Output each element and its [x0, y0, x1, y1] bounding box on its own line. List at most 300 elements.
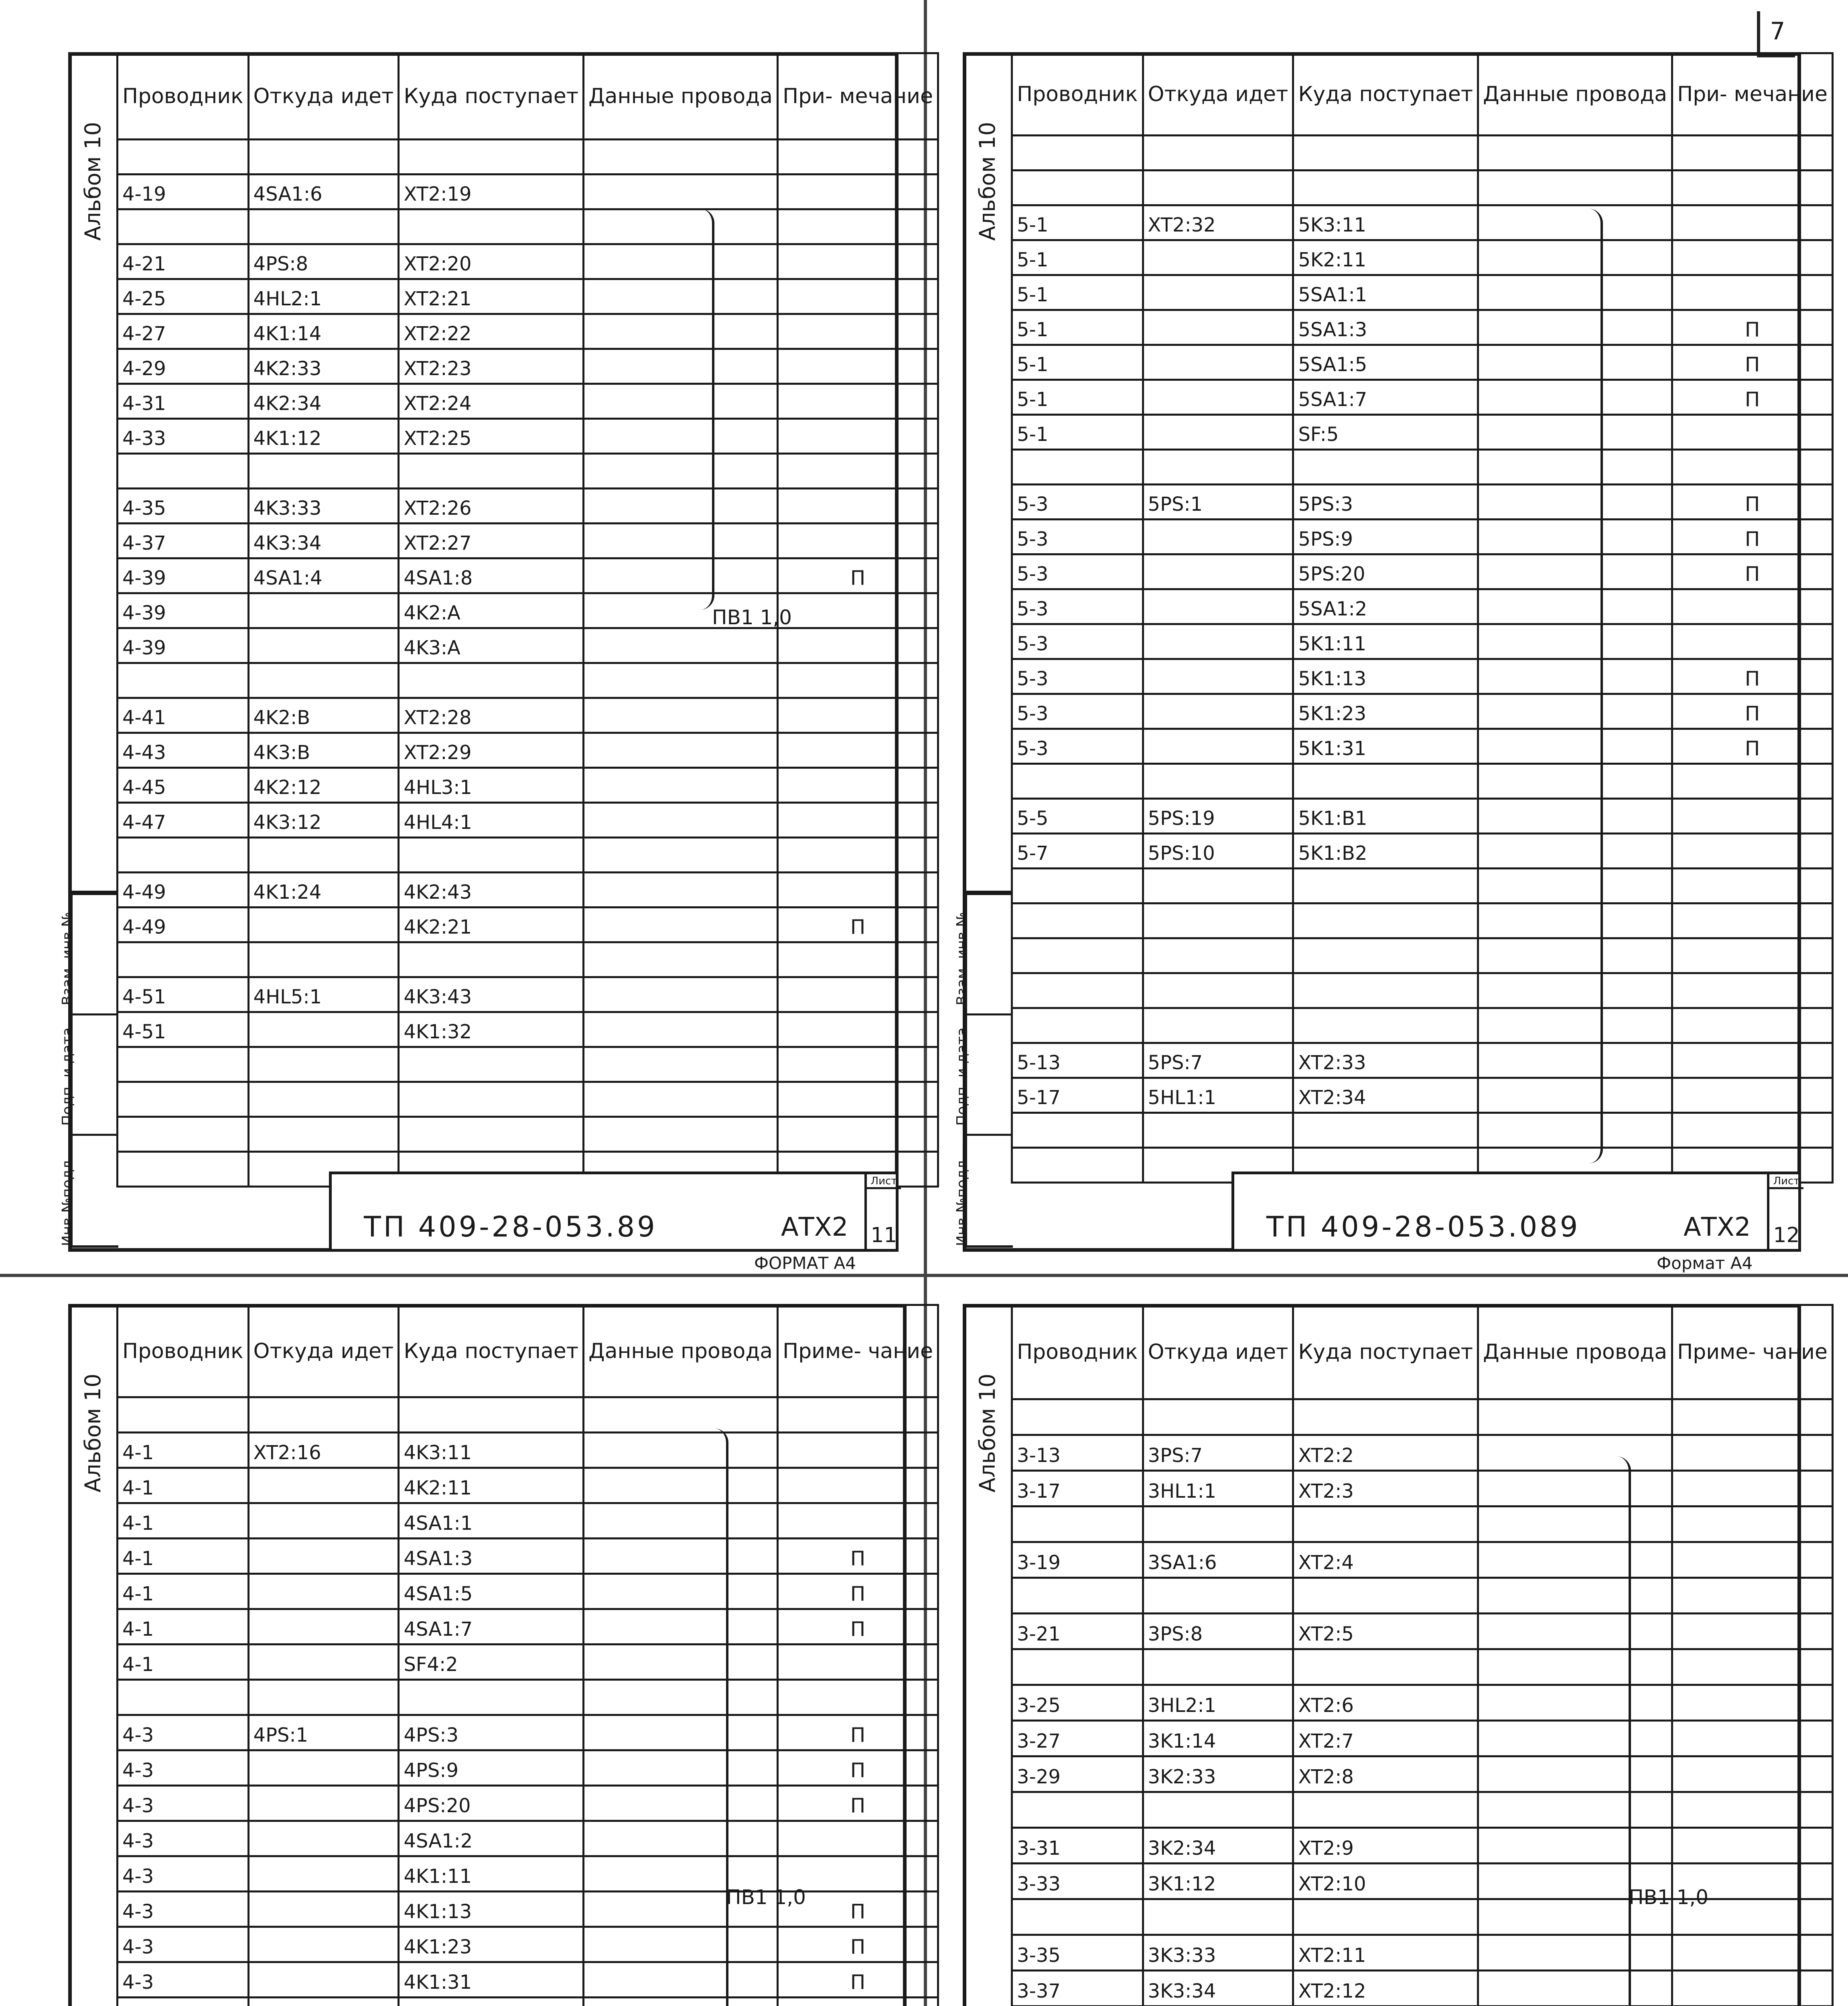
note-cell [778, 244, 938, 279]
wire-data-cell [583, 1047, 777, 1082]
wire-data-cell [583, 1715, 777, 1750]
wire-data-cell [583, 1645, 777, 1680]
from-cell [248, 1012, 399, 1047]
to-cell: 5K1:B2 [1293, 834, 1478, 869]
wire-data-cell [583, 419, 777, 454]
to-cell: XT2:27 [399, 524, 584, 558]
to-cell: 5SA1:1 [1293, 275, 1478, 310]
wire-id-cell [1012, 938, 1143, 973]
column-header-to: Куда поступает [1293, 53, 1478, 136]
table-row [118, 1082, 938, 1117]
table-row [118, 419, 938, 454]
table-row [118, 977, 938, 1012]
wire-data-cell [1478, 1685, 1672, 1721]
from-cell: 4K3:12 [248, 803, 399, 838]
note-cell [778, 1433, 938, 1468]
wire-id-cell: 4-51 [118, 1012, 249, 1047]
table-row [1012, 1864, 1833, 1899]
note-cell [1672, 589, 1833, 624]
wire-id-cell: 4-25 [118, 279, 249, 314]
from-cell [248, 1539, 399, 1574]
approval-strip [954, 891, 1013, 1248]
note-cell [1672, 171, 1833, 205]
wire-id-cell [1012, 1399, 1143, 1435]
wire-data-cell [1478, 1721, 1672, 1756]
wire-data-cell [583, 838, 777, 873]
from-cell [1143, 624, 1293, 659]
to-cell: XT2:11 [1293, 1935, 1478, 1971]
to-cell [1293, 1792, 1478, 1828]
table-row [118, 1927, 938, 1962]
table-row [1012, 799, 1833, 834]
wire-id-cell: 4-49 [118, 873, 249, 908]
wire-id-cell [1012, 869, 1143, 904]
to-cell: XT2:7 [1293, 1721, 1478, 1756]
approval-field [59, 1013, 118, 1130]
from-cell: 3K3:33 [1143, 1935, 1293, 1971]
to-cell [1293, 904, 1478, 938]
table-row [1012, 240, 1833, 275]
wire-group-bracket [714, 1428, 728, 2006]
note-cell [778, 1012, 938, 1047]
note-cell [778, 733, 938, 768]
to-cell: 5PS:3 [1293, 485, 1478, 520]
from-cell: 4K3:34 [248, 524, 399, 558]
wire-id-cell: 5-1 [1012, 380, 1143, 415]
to-cell: 4K2:21 [399, 908, 584, 942]
to-cell: 4K2:A [399, 593, 584, 628]
note-cell [778, 1645, 938, 1680]
wire-id-cell: 4-51 [118, 977, 249, 1012]
table-row [118, 663, 938, 698]
to-cell [1293, 938, 1478, 973]
from-cell: 4K2:B [248, 698, 399, 733]
table-row [1012, 904, 1833, 938]
to-cell: 5K1:31 [1293, 729, 1478, 764]
table-row [118, 140, 938, 175]
from-cell [1143, 345, 1293, 380]
table-row [1012, 1828, 1833, 1864]
to-cell: 4K1:32 [399, 1012, 584, 1047]
table-row [118, 454, 938, 489]
wire-id-cell [1012, 1113, 1143, 1148]
album-label: Альбом 10 [975, 122, 1000, 241]
to-cell: XT2:19 [399, 175, 584, 209]
table-row [1012, 1971, 1833, 2006]
wire-id-cell [1012, 171, 1143, 205]
note-cell [778, 768, 938, 803]
to-cell: 5SA1:5 [1293, 345, 1478, 380]
from-cell [1143, 275, 1293, 310]
note-cell: П [1672, 485, 1833, 520]
column-header-from: Откуда идет [1143, 1305, 1293, 1399]
note-cell [1672, 938, 1833, 973]
to-cell [399, 1117, 584, 1152]
wire-data-cell [1478, 973, 1672, 1008]
note-cell [778, 1503, 938, 1539]
approval-field [954, 893, 1013, 1009]
from-cell [248, 1927, 399, 1962]
from-cell: 5PS:19 [1143, 799, 1293, 834]
note-cell: П [778, 558, 938, 593]
from-cell: 4SA1:6 [248, 175, 399, 209]
from-cell [1143, 450, 1293, 485]
wire-data-cell [1478, 1008, 1672, 1043]
approval-field [59, 893, 118, 1009]
from-cell [1143, 380, 1293, 415]
note-cell [778, 663, 938, 698]
wire-id-cell: 4-39 [118, 558, 249, 593]
from-cell [1143, 589, 1293, 624]
sheet-number-box [864, 1174, 901, 1249]
from-cell [1143, 1649, 1293, 1685]
wire-data-cell [583, 244, 777, 279]
wire-data-cell [583, 1750, 777, 1786]
note-cell [778, 1680, 938, 1715]
wire-id-cell: 5-3 [1012, 485, 1143, 520]
wire-id-cell [118, 1047, 249, 1082]
note-cell [1672, 136, 1833, 171]
to-cell [399, 1047, 584, 1082]
wire-data-cell [583, 628, 777, 663]
wire-id-cell: 4-3 [118, 1892, 249, 1927]
from-cell [248, 454, 399, 489]
wire-id-cell [1012, 764, 1143, 799]
table-row [1012, 1614, 1833, 1649]
table-row [1012, 973, 1833, 1008]
table-row [1012, 1935, 1833, 1971]
to-cell [399, 140, 584, 175]
wire-id-cell: 5-1 [1012, 275, 1143, 310]
wire-data-cell [583, 908, 777, 942]
wire-id-cell [118, 1117, 249, 1152]
table-row [118, 593, 938, 628]
wire-id-cell: 5-3 [1012, 520, 1143, 554]
table-row [1012, 1435, 1833, 1471]
to-cell: XT2:3 [1293, 1471, 1478, 1507]
wire-data-cell [1478, 136, 1672, 171]
to-cell: 4K3:A [399, 628, 584, 663]
sheet-number-box [1767, 1174, 1803, 1249]
table-row [118, 279, 938, 314]
from-cell [248, 1468, 399, 1503]
wire-spec-label: ПВ1 1,0 [712, 606, 792, 629]
table-row [1012, 1507, 1833, 1542]
table-row [118, 314, 938, 349]
to-cell: XT2:34 [1293, 1078, 1478, 1113]
wire-id-cell: 5-13 [1012, 1043, 1143, 1078]
from-cell [1143, 973, 1293, 1008]
column-header-wire: Проводник [1012, 53, 1143, 136]
wire-id-cell [1012, 450, 1143, 485]
from-cell [1143, 938, 1293, 973]
note-cell [1672, 1614, 1833, 1649]
wire-id-cell [118, 209, 249, 244]
to-cell: XT2:12 [1293, 1971, 1478, 2006]
note-cell [1672, 415, 1833, 450]
note-cell [778, 349, 938, 384]
wire-data-cell [583, 279, 777, 314]
to-cell: 5K3:11 [1293, 205, 1478, 240]
from-cell [248, 1645, 399, 1680]
note-cell [778, 1082, 938, 1117]
wire-data-cell [1478, 1935, 1672, 1971]
wire-data-cell [583, 733, 777, 768]
note-cell [1672, 1721, 1833, 1756]
wire-id-cell: 3-35 [1012, 1935, 1143, 1971]
wire-id-cell: 3-13 [1012, 1435, 1143, 1471]
from-cell: 3HL2:1 [1143, 1685, 1293, 1721]
wire-data-cell [583, 1539, 777, 1574]
from-cell [248, 1962, 399, 1998]
wire-id-cell: 4-43 [118, 733, 249, 768]
table-row [118, 628, 938, 663]
from-cell [1143, 240, 1293, 275]
to-cell [1293, 171, 1478, 205]
wire-data-cell [583, 1503, 777, 1539]
from-cell: 4PS:8 [248, 244, 399, 279]
note-cell: П [778, 1715, 938, 1750]
table-row [118, 1503, 938, 1539]
to-cell: 4K1:23 [399, 1927, 584, 1962]
note-cell [1672, 973, 1833, 1008]
table-row [1012, 589, 1833, 624]
sheet-label: Лист [1769, 1175, 1803, 1189]
column-header-from: Откуда идет [248, 53, 399, 140]
wire-data-cell [1478, 520, 1672, 554]
note-cell [778, 593, 938, 628]
from-cell [248, 1574, 399, 1609]
from-cell [1143, 1399, 1293, 1435]
to-cell: 5K1:23 [1293, 694, 1478, 729]
from-cell [1143, 904, 1293, 938]
column-header-wire: Проводник [118, 53, 249, 140]
wire-data-cell [1478, 485, 1672, 520]
table-row [1012, 275, 1833, 310]
to-cell: XT2:6 [1293, 1685, 1478, 1721]
note-cell: П [778, 1609, 938, 1645]
table-row [1012, 694, 1833, 729]
note-cell: П [1672, 380, 1833, 415]
column-header-from: Откуда идет [1143, 53, 1293, 136]
wire-id-cell [118, 1082, 249, 1117]
note-cell [778, 209, 938, 244]
approval-field-label: Взам. инв.№ [59, 912, 76, 1005]
table-row [1012, 345, 1833, 380]
wire-data-cell [1478, 345, 1672, 380]
wire-id-cell: 4-31 [118, 384, 249, 419]
from-cell [248, 908, 399, 942]
table-row [118, 384, 938, 419]
wire-data-cell [583, 175, 777, 209]
from-cell [248, 1047, 399, 1082]
wire-data-cell [1478, 240, 1672, 275]
to-cell: XT2:22 [399, 314, 584, 349]
note-cell [778, 1117, 938, 1152]
note-cell [1672, 1685, 1833, 1721]
wire-data-cell [583, 1821, 777, 1856]
wire-id-cell: 4-33 [118, 419, 249, 454]
table-row [1012, 450, 1833, 485]
from-cell [248, 838, 399, 873]
to-cell: 4HL3:1 [399, 768, 584, 803]
table-row [118, 175, 938, 209]
note-cell [1672, 1792, 1833, 1828]
note-cell: П [1672, 345, 1833, 380]
wire-id-cell [1012, 1792, 1143, 1828]
note-cell [778, 977, 938, 1012]
wire-table [116, 52, 939, 1188]
wire-data-cell [1478, 694, 1672, 729]
table-row [1012, 938, 1833, 973]
from-cell: 5PS:7 [1143, 1043, 1293, 1078]
from-cell [248, 1397, 399, 1433]
from-cell: 5HL1:1 [1143, 1078, 1293, 1113]
table-row [118, 1750, 938, 1786]
note-cell [778, 942, 938, 977]
from-cell [1143, 171, 1293, 205]
wire-data-cell [583, 1998, 777, 2006]
wire-data-cell [1478, 554, 1672, 589]
wire-data-cell [1478, 1542, 1672, 1578]
column-header-wire: Проводник [118, 1305, 249, 1397]
table-row [1012, 1578, 1833, 1614]
note-cell [778, 1047, 938, 1082]
to-cell: XT2:5 [1293, 1614, 1478, 1649]
table-row [1012, 485, 1833, 520]
approval-field-label: Подп. и дата [954, 1027, 970, 1126]
wire-data-cell [583, 349, 777, 384]
note-cell: П [1672, 520, 1833, 554]
wire-data-cell [1478, 1043, 1672, 1078]
wire-id-cell [118, 838, 249, 873]
table-row [1012, 1008, 1833, 1043]
table-row [1012, 764, 1833, 799]
note-cell: П [778, 1962, 938, 1998]
table-row [1012, 380, 1833, 415]
to-cell: SF:5 [1293, 415, 1478, 450]
table-row [118, 1892, 938, 1927]
column-header-note: Приме- чание [1672, 1305, 1833, 1399]
from-cell [1143, 729, 1293, 764]
from-cell: 3PS:8 [1143, 1614, 1293, 1649]
note-cell: П [778, 1927, 938, 1962]
wire-id-cell: 4-39 [118, 593, 249, 628]
table-row [1012, 310, 1833, 345]
approval-field-label: Взам. инв.№ [954, 912, 970, 1005]
table-row [1012, 1399, 1833, 1435]
table-row [118, 1998, 938, 2006]
to-cell: 5SA1:7 [1293, 380, 1478, 415]
to-cell: 4SA1:7 [399, 1609, 584, 1645]
from-cell [1143, 869, 1293, 904]
to-cell: 4SA1:3 [399, 1539, 584, 1574]
wire-data-cell [583, 768, 777, 803]
wire-data-cell [1478, 1971, 1672, 2006]
table-row [1012, 1078, 1833, 1113]
from-cell [1143, 136, 1293, 171]
wire-id-cell: 4-1 [118, 1433, 249, 1468]
table-row [1012, 624, 1833, 659]
column-header-to: Куда поступает [399, 1305, 584, 1397]
from-cell: 3K3:34 [1143, 1971, 1293, 2006]
wire-id-cell [118, 942, 249, 977]
approval-field [59, 1134, 118, 1250]
to-cell [1293, 450, 1478, 485]
document-designation: ТП 409-28-053.089 [1266, 1210, 1580, 1243]
album-label: Альбом 10 [975, 1373, 1000, 1492]
note-cell [1672, 1043, 1833, 1078]
document-code: АТХ2 [781, 1212, 848, 1242]
wire-data-cell [1478, 1578, 1672, 1614]
sheet-divider-horizontal [0, 1274, 1848, 1277]
table-header-row [118, 1305, 938, 1397]
table-row [118, 1012, 938, 1047]
table-row [118, 1821, 938, 1856]
wire-id-cell: 4-3 [118, 1715, 249, 1750]
from-cell [248, 1892, 399, 1927]
to-cell [399, 1998, 584, 2006]
wire-id-cell: 5-3 [1012, 694, 1143, 729]
table-row [1012, 1899, 1833, 1935]
to-cell: XT2:24 [399, 384, 584, 419]
wire-data-cell [1478, 450, 1672, 485]
wire-id-cell: 5-1 [1012, 205, 1143, 240]
wire-id-cell: 4-3 [118, 1750, 249, 1786]
wire-id-cell [1012, 1899, 1143, 1935]
to-cell [1293, 1113, 1478, 1148]
from-cell [248, 1117, 399, 1152]
to-cell [1293, 1578, 1478, 1614]
from-cell: 3K1:12 [1143, 1864, 1293, 1899]
note-cell [778, 489, 938, 524]
to-cell: 5K2:11 [1293, 240, 1478, 275]
to-cell: XT2:4 [1293, 1542, 1478, 1578]
wire-data-cell [583, 1927, 777, 1962]
from-cell [248, 628, 399, 663]
wire-id-cell: 4-3 [118, 1927, 249, 1962]
from-cell [1143, 310, 1293, 345]
wire-id-cell: 4-1 [118, 1468, 249, 1503]
note-cell [1672, 869, 1833, 904]
wire-group-bracket [700, 209, 714, 610]
wire-id-cell: 5-3 [1012, 729, 1143, 764]
wire-id-cell [1012, 1507, 1143, 1542]
table-row [118, 1856, 938, 1892]
from-cell: 4K1:12 [248, 419, 399, 454]
wire-spec-label: ПВ1 1,0 [726, 1886, 806, 1909]
wire-id-cell: 5-3 [1012, 624, 1143, 659]
wire-id-cell: 3-17 [1012, 1471, 1143, 1507]
wire-data-cell [1478, 205, 1672, 240]
to-cell: 5K1:13 [1293, 659, 1478, 694]
wire-data-cell [1478, 729, 1672, 764]
column-header-note: Приме- чание [778, 1305, 938, 1397]
from-cell [1143, 764, 1293, 799]
from-cell [248, 209, 399, 244]
note-cell: П [1672, 694, 1833, 729]
wire-id-cell: 4-3 [118, 1821, 249, 1856]
note-cell [778, 314, 938, 349]
table-row [1012, 520, 1833, 554]
table-row [118, 698, 938, 733]
column-header-note: При- мечание [778, 53, 938, 140]
approval-field-label: Инв.№подл. [954, 1155, 970, 1246]
wire-data-cell [583, 698, 777, 733]
column-header-to: Куда поступает [1293, 1305, 1478, 1399]
wire-id-cell: 3-27 [1012, 1721, 1143, 1756]
wire-data-cell [583, 1012, 777, 1047]
